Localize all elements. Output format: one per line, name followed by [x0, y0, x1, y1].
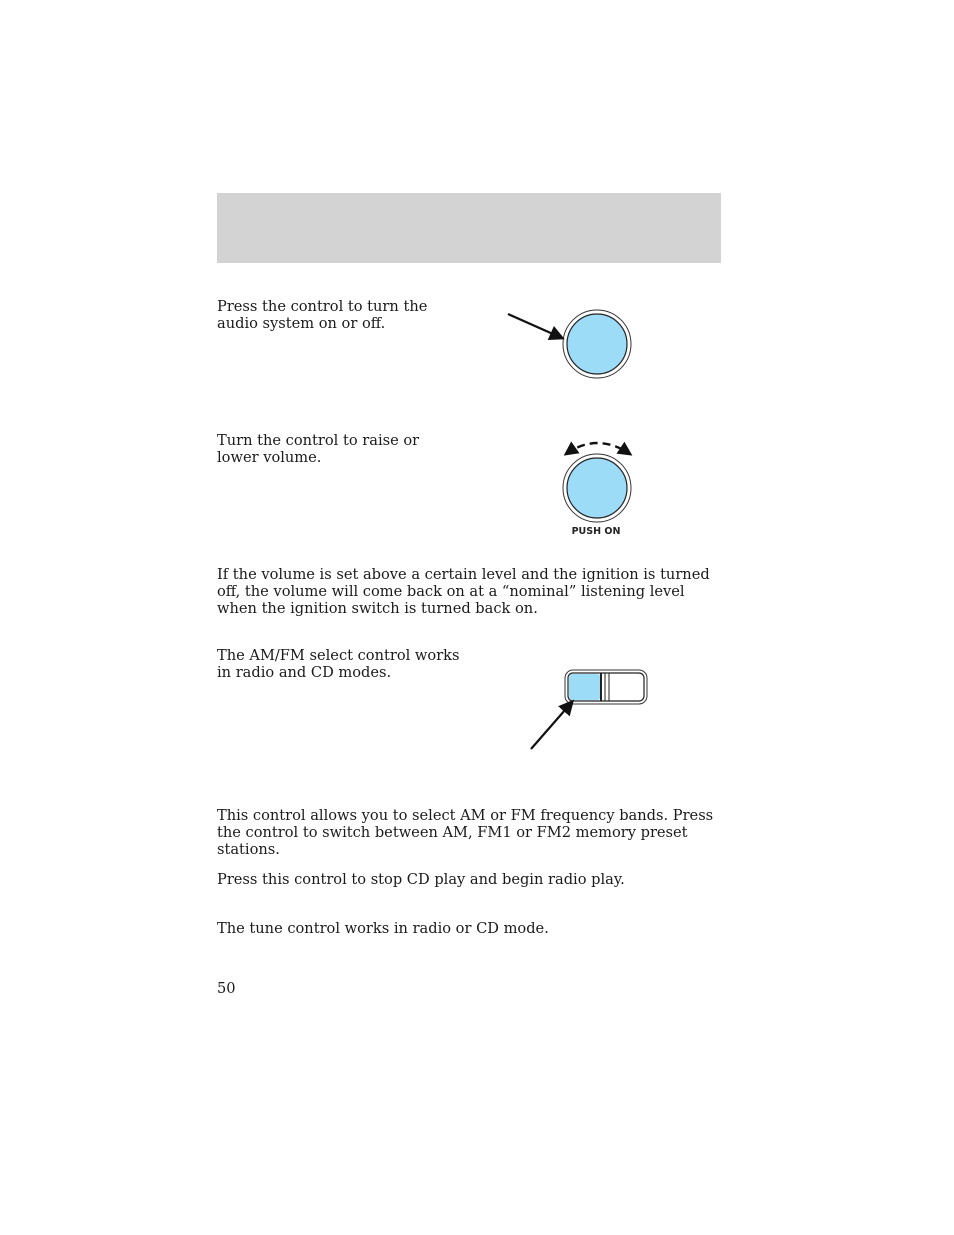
- volume-note: If the volume is set above a certain level and the ignition is turned off, the volume will come back on at a “nominal” listening level when the ignition switch is turned back on.: [217, 566, 710, 617]
- amfm-button[interactable]: [569, 674, 601, 700]
- volume-instruction: Turn the control to raise or lower volume.: [217, 432, 420, 466]
- volume-knob[interactable]: [567, 458, 627, 518]
- pointer-arrow: [508, 314, 562, 338]
- page-number: 50: [217, 980, 236, 997]
- power-knob[interactable]: [567, 314, 627, 374]
- tune-instruction: The tune control works in radio or CD mode.: [217, 920, 549, 937]
- volume-knob-figure: [550, 432, 650, 542]
- amfm-button-figure: [520, 665, 655, 755]
- rotate-arrow-icon: [566, 443, 630, 454]
- power-knob-figure: [500, 305, 640, 385]
- power-instruction: Press the control to turn the audio system on or off.: [217, 298, 428, 332]
- amfm-detail: This control allows you to select AM or FM frequency bands. Press the control to switch between AM, FM1 or FM2 memory preset stations.: [217, 807, 714, 858]
- cd-stop-instruction: Press this control to stop CD play and begin radio play.: [217, 871, 625, 888]
- amfm-instruction: The AM/FM select control works in radio and CD modes.: [217, 647, 460, 681]
- push-on-label: PUSH ON: [571, 526, 621, 537]
- section-header-bar: [217, 193, 721, 263]
- pointer-arrow: [531, 702, 572, 749]
